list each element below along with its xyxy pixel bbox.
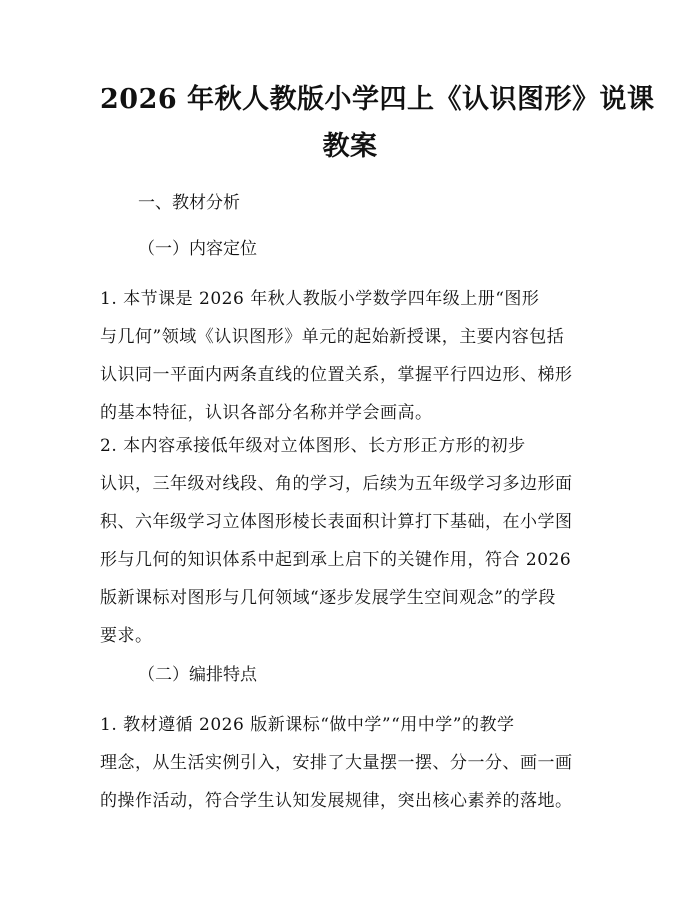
paragraph-line: 认识，三年级对线段、角的学习，后续为五年级学习多边形面: [100, 474, 573, 494]
paragraph-content-positioning-1: [100, 280, 600, 432]
paragraph-line: 要求。: [100, 626, 153, 646]
paragraph-layout-features-1: [100, 706, 600, 820]
section-heading-teaching-material-analysis: 一、教材分析: [138, 193, 240, 213]
subsection-heading-content-positioning: （一）内容定位: [138, 239, 257, 259]
paragraph-line: 的基本特征，认识各部分名称并学会画高。: [100, 403, 433, 423]
paragraph-line: 2. 本内容承接低年级对立体图形、长方形正方形的初步: [100, 436, 526, 456]
paragraph-content-positioning-2: [100, 427, 600, 655]
paragraph-line: 的操作活动，符合学生认知发展规律，突出核心素养的落地。: [100, 791, 573, 811]
document-title-line-2: 教案: [322, 131, 378, 162]
document-title-line-1: 2026 年秋人教版小学四上《认识图形》说课: [100, 84, 655, 115]
paragraph-line: 与几何”领域《认识图形》单元的起始新授课，主要内容包括: [100, 327, 565, 347]
paragraph-line: 形与几何的知识体系中起到承上启下的关键作用，符合 2026: [100, 550, 572, 570]
paragraph-line: 积、六年级学习立体图形棱长表面积计算打下基础，在小学图: [100, 512, 573, 532]
paragraph-line: 理念，从生活实例引入，安排了大量摆一摆、分一分、画一画: [100, 753, 573, 773]
paragraph-line: 1. 教材遵循 2026 版新课标“做中学”“用中学”的教学: [100, 715, 515, 735]
paragraph-line: 认识同一平面内两条直线的位置关系，掌握平行四边形、梯形: [100, 365, 573, 385]
paragraph-line: 1. 本节课是 2026 年秋人教版小学数学四年级上册“图形: [100, 289, 540, 309]
paragraph-line: 版新课标对图形与几何领域“逐步发展学生空间观念”的学段: [100, 588, 556, 608]
subsection-heading-layout-features: （二）编排特点: [138, 665, 257, 685]
